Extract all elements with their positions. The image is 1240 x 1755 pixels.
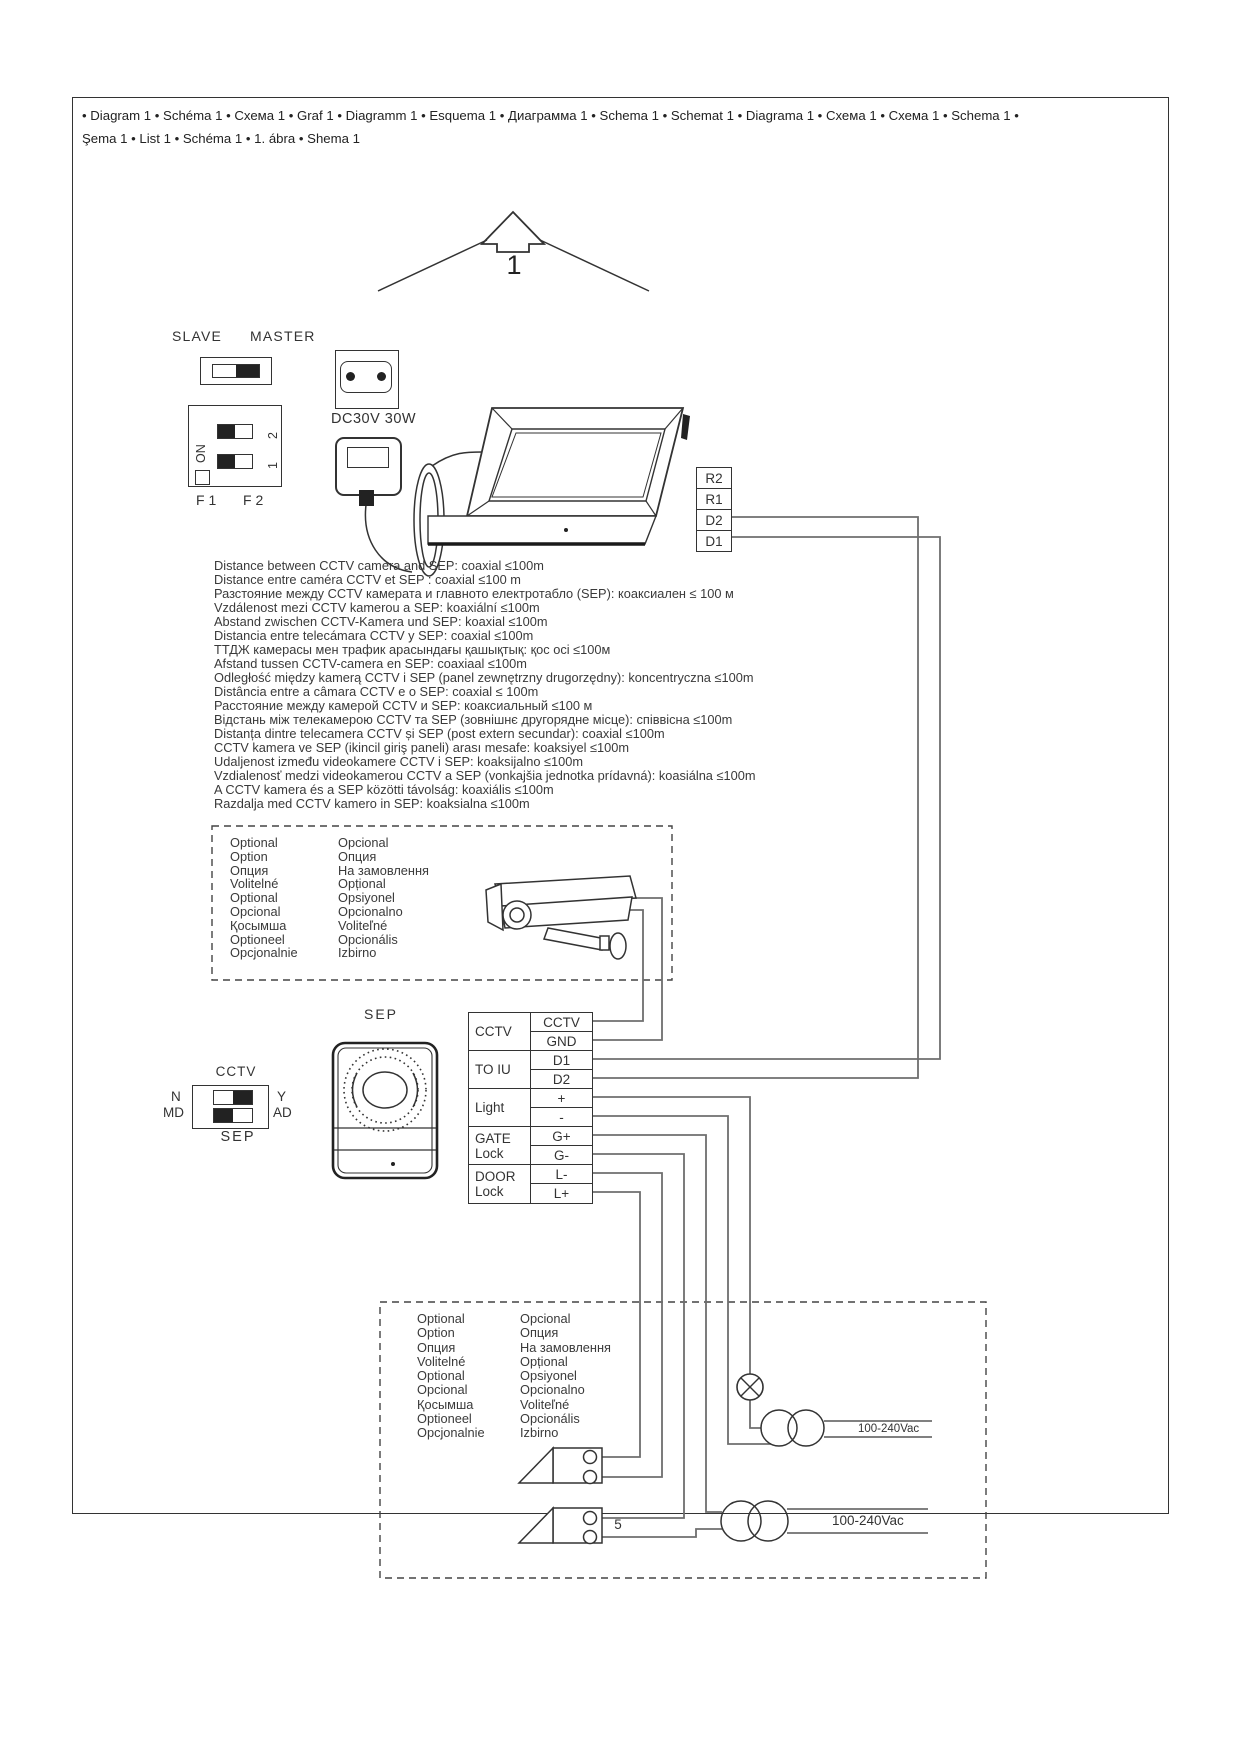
dip-switch-2 bbox=[217, 424, 253, 439]
outlet-drawing bbox=[335, 350, 399, 409]
dip-2-label: 2 bbox=[266, 432, 280, 439]
group-gate: GATE Lock bbox=[469, 1127, 531, 1165]
optional-label: Қосымша bbox=[230, 917, 287, 933]
monitor-side-button bbox=[681, 414, 690, 440]
optional-label: Optioneel bbox=[417, 1411, 472, 1427]
distance-line: Razdalja med CCTV kamero in SEP: koaksialna ≤100m bbox=[214, 796, 530, 811]
distance-line: Відстань між телекамерою CCTV та SEP (зовнішнє другорядне місце): співвісна ≤100m bbox=[214, 712, 733, 727]
optional-label: Voliteľné bbox=[338, 917, 388, 933]
optional-block-2-col-1 bbox=[417, 1312, 485, 1441]
pin-gminus: G- bbox=[531, 1146, 592, 1165]
f2-label: F 2 bbox=[243, 492, 264, 508]
optional-block-1-col-1 bbox=[230, 836, 298, 960]
pin-lplus: L+ bbox=[553, 1186, 570, 1201]
optional-label: Optional bbox=[230, 890, 278, 906]
group-door: DOOR Lock bbox=[469, 1165, 531, 1203]
terminal-d2: D2 bbox=[697, 510, 731, 531]
row2-knob bbox=[214, 1109, 233, 1122]
switch-n-label: N bbox=[171, 1089, 181, 1104]
optional-block-1-col-2 bbox=[338, 836, 429, 960]
diagram-number: 1 bbox=[506, 250, 522, 280]
monitor-drawing bbox=[428, 408, 690, 544]
lock-icon-door bbox=[519, 1448, 602, 1484]
terminal-r1: R1 bbox=[697, 489, 731, 510]
optional-label: Optional bbox=[417, 1368, 465, 1384]
master-label: MASTER bbox=[250, 328, 316, 344]
optional-label: Opcional bbox=[520, 1311, 571, 1326]
optional-label: Opsiyonel bbox=[338, 890, 395, 906]
optional-label: Optional bbox=[230, 835, 278, 850]
dip-on-label: ON bbox=[194, 444, 208, 463]
optional-label: Opcjonalnie bbox=[230, 945, 298, 961]
slave-label: SLAVE bbox=[172, 328, 223, 344]
optional-label: Izbirno bbox=[338, 945, 377, 961]
optional-label: Optional bbox=[417, 1311, 465, 1326]
optional-label: Option bbox=[230, 848, 268, 864]
lock-icon-gate bbox=[519, 1508, 602, 1544]
pin-gplus: G+ bbox=[531, 1127, 592, 1146]
switch-md-label: MD bbox=[163, 1105, 184, 1120]
distance-line: ТТДЖ камерасы мен трафик арасындағы қашықтық: қос осі ≤100м bbox=[214, 642, 611, 657]
distance-line: Vzdálenost mezi CCTV kamerou a SEP: koaxiální ≤100m bbox=[214, 600, 540, 615]
cctv-camera-drawing bbox=[486, 876, 636, 959]
dip-switch-1 bbox=[217, 454, 253, 469]
group-cctv: CCTV bbox=[469, 1013, 531, 1051]
distance-line: CCTV kamera ve SEP (ikincil giriş paneli) arası mesafe: koaksiyel ≤100m bbox=[214, 740, 630, 755]
distance-line: Afstand tussen CCTV-camera en SEP: coaxiaal ≤100m bbox=[214, 656, 527, 671]
header-line-1: • Diagram 1 • Schéma 1 • Схема 1 • Graf 1 • Diagramm 1 • Esquema 1 • Диаграмма 1 • Schema 1 • Schemat 1 • Diagrama 1 • Схема 1 • Схема 1 • Schema 1 • bbox=[82, 108, 1019, 123]
optional-label: Voliteľné bbox=[520, 1396, 570, 1412]
slider-knob bbox=[236, 365, 259, 377]
optional-label: Opcionális bbox=[338, 931, 398, 947]
distance-line: Distância entre a câmara CCTV e o SEP: coaxial ≤ 100m bbox=[214, 684, 539, 699]
optional-label: Option bbox=[417, 1325, 455, 1341]
pin-plus: + bbox=[531, 1089, 592, 1108]
optional-label: Optioneel bbox=[230, 931, 285, 947]
pin-cctv: CCTV bbox=[531, 1013, 592, 1032]
f1-label: F 1 bbox=[196, 492, 217, 508]
distance-line: Distance between CCTV camera and SEP: coaxial ≤100m bbox=[214, 558, 544, 573]
optional-label: Opcional bbox=[230, 903, 281, 919]
sep-terminal-table bbox=[468, 1012, 593, 1204]
optional-label: Opțional bbox=[520, 1353, 568, 1369]
optional-label: На замовлення bbox=[338, 862, 429, 878]
optional-label: Izbirno bbox=[520, 1425, 559, 1441]
transformer-icon-upper bbox=[761, 1410, 824, 1446]
mains-lower-label: 100-240Vac bbox=[832, 1513, 904, 1528]
optional-label: Opțional bbox=[338, 876, 386, 892]
optional-label: Опция bbox=[417, 1339, 456, 1355]
optional-label: Opsiyonel bbox=[520, 1368, 577, 1384]
dip-square-marker bbox=[195, 470, 210, 485]
outlet-pin-left bbox=[346, 372, 355, 381]
distance-line: Distance entre caméra CCTV et SEP : coaxial ≤100 m bbox=[214, 572, 521, 587]
page-number: 5 bbox=[614, 1517, 622, 1532]
pin-gnd: GND bbox=[531, 1032, 592, 1051]
distance-line: Distancia entre telecámara CCTV y SEP: coaxial ≤100m bbox=[214, 628, 534, 643]
distance-line: Vzdialenosť medzi videokamerou CCTV a SEP (vonkajšia jednotka prídavná): koasiálna ≤100m bbox=[214, 768, 756, 783]
distance-note-block bbox=[214, 559, 756, 811]
optional-label: Опция bbox=[338, 848, 377, 864]
optional-label: Volitelné bbox=[417, 1353, 466, 1369]
sep-label: SEP bbox=[364, 1006, 399, 1022]
cctv-switch-row-1 bbox=[213, 1090, 253, 1105]
lamp-icon bbox=[737, 1374, 763, 1400]
optional-label: Volitelné bbox=[230, 876, 279, 892]
group-light: Light bbox=[469, 1089, 531, 1127]
pin-d2: D2 bbox=[531, 1070, 592, 1089]
optional-label: Opcjonalnie bbox=[417, 1425, 485, 1441]
distance-line: A CCTV kamera és a SEP közötti távolság: koaxiális ≤100m bbox=[214, 782, 554, 797]
group-toiu: TO IU bbox=[469, 1051, 531, 1089]
wire-cctv-video bbox=[593, 910, 643, 1021]
cctv-sep-switch bbox=[192, 1085, 269, 1129]
cctv-switch-row-2 bbox=[213, 1108, 253, 1123]
distance-line: Расстояние между камерой CCTV и SEP: коаксиальный ≤100 м bbox=[214, 698, 593, 713]
cctv-switch-title: CCTV bbox=[215, 1064, 257, 1079]
switch-ad-label: AD bbox=[273, 1105, 292, 1120]
pin-minus: - bbox=[531, 1108, 592, 1127]
row1-knob bbox=[233, 1091, 252, 1104]
outlet-pin-right bbox=[377, 372, 386, 381]
dip-1-knob bbox=[218, 455, 235, 468]
dip-2-knob bbox=[218, 425, 235, 438]
wire-light-plus bbox=[593, 1097, 761, 1428]
optional-label: Opcional bbox=[338, 835, 389, 850]
door-station-drawing bbox=[333, 1043, 437, 1178]
header-line-2: Şema 1 • List 1 • Schéma 1 • 1. ábra • Shema 1 bbox=[82, 130, 360, 146]
pin-lminus: L- bbox=[531, 1165, 592, 1184]
distance-line: Udaljenost između videokamere CCTV i SEP: koaksijalno ≤100m bbox=[214, 754, 584, 769]
switch-sep-label: SEP bbox=[220, 1129, 256, 1145]
optional-label: Opcional bbox=[417, 1382, 468, 1398]
master-slave-slider bbox=[212, 364, 260, 378]
dip-1-label: 1 bbox=[266, 462, 280, 469]
adapter-plug bbox=[359, 490, 374, 506]
optional-label: Опция bbox=[520, 1325, 559, 1341]
optional-label: Қосымша bbox=[417, 1396, 474, 1412]
distance-line: Разстояние между CCTV камерата и главното електротабло (SEP): коаксиален ≤ 100 м bbox=[214, 586, 734, 601]
transformer-icon-lower bbox=[721, 1501, 788, 1541]
adapter-label: DC30V 30W bbox=[331, 411, 417, 427]
distance-line: Odległość między kamerą CCTV i SEP (panel zewnętrzny drugorzędny): koncentryczna ≤100m bbox=[214, 670, 754, 685]
switch-y-label: Y bbox=[277, 1089, 287, 1104]
terminal-r2: R2 bbox=[697, 468, 731, 489]
pin-d1: D1 bbox=[531, 1051, 592, 1070]
distance-line: Abstand zwischen CCTV-Kamera und SEP: koaxial ≤100m bbox=[214, 614, 548, 629]
speaker-icon bbox=[363, 1072, 407, 1108]
master-slave-switch bbox=[200, 357, 272, 385]
optional-label: Opcionalno bbox=[520, 1382, 585, 1398]
optional-label: Opcionalno bbox=[338, 903, 403, 919]
terminal-d1: D1 bbox=[705, 533, 723, 549]
optional-label: На замовлення bbox=[520, 1339, 611, 1355]
monitor-terminal-block bbox=[696, 467, 732, 552]
distance-line: Distanța dintre telecamera CCTV și SEP (post extern secundar): coaxial ≤100m bbox=[214, 726, 665, 741]
optional-label: Опция bbox=[230, 862, 269, 878]
optional-block-2-col-2 bbox=[520, 1312, 611, 1441]
optional-label: Opcionális bbox=[520, 1411, 580, 1427]
adapter-window bbox=[347, 447, 389, 468]
power-adapter-drawing bbox=[335, 437, 402, 496]
mains-upper-label: 100-240Vac bbox=[858, 1423, 920, 1435]
